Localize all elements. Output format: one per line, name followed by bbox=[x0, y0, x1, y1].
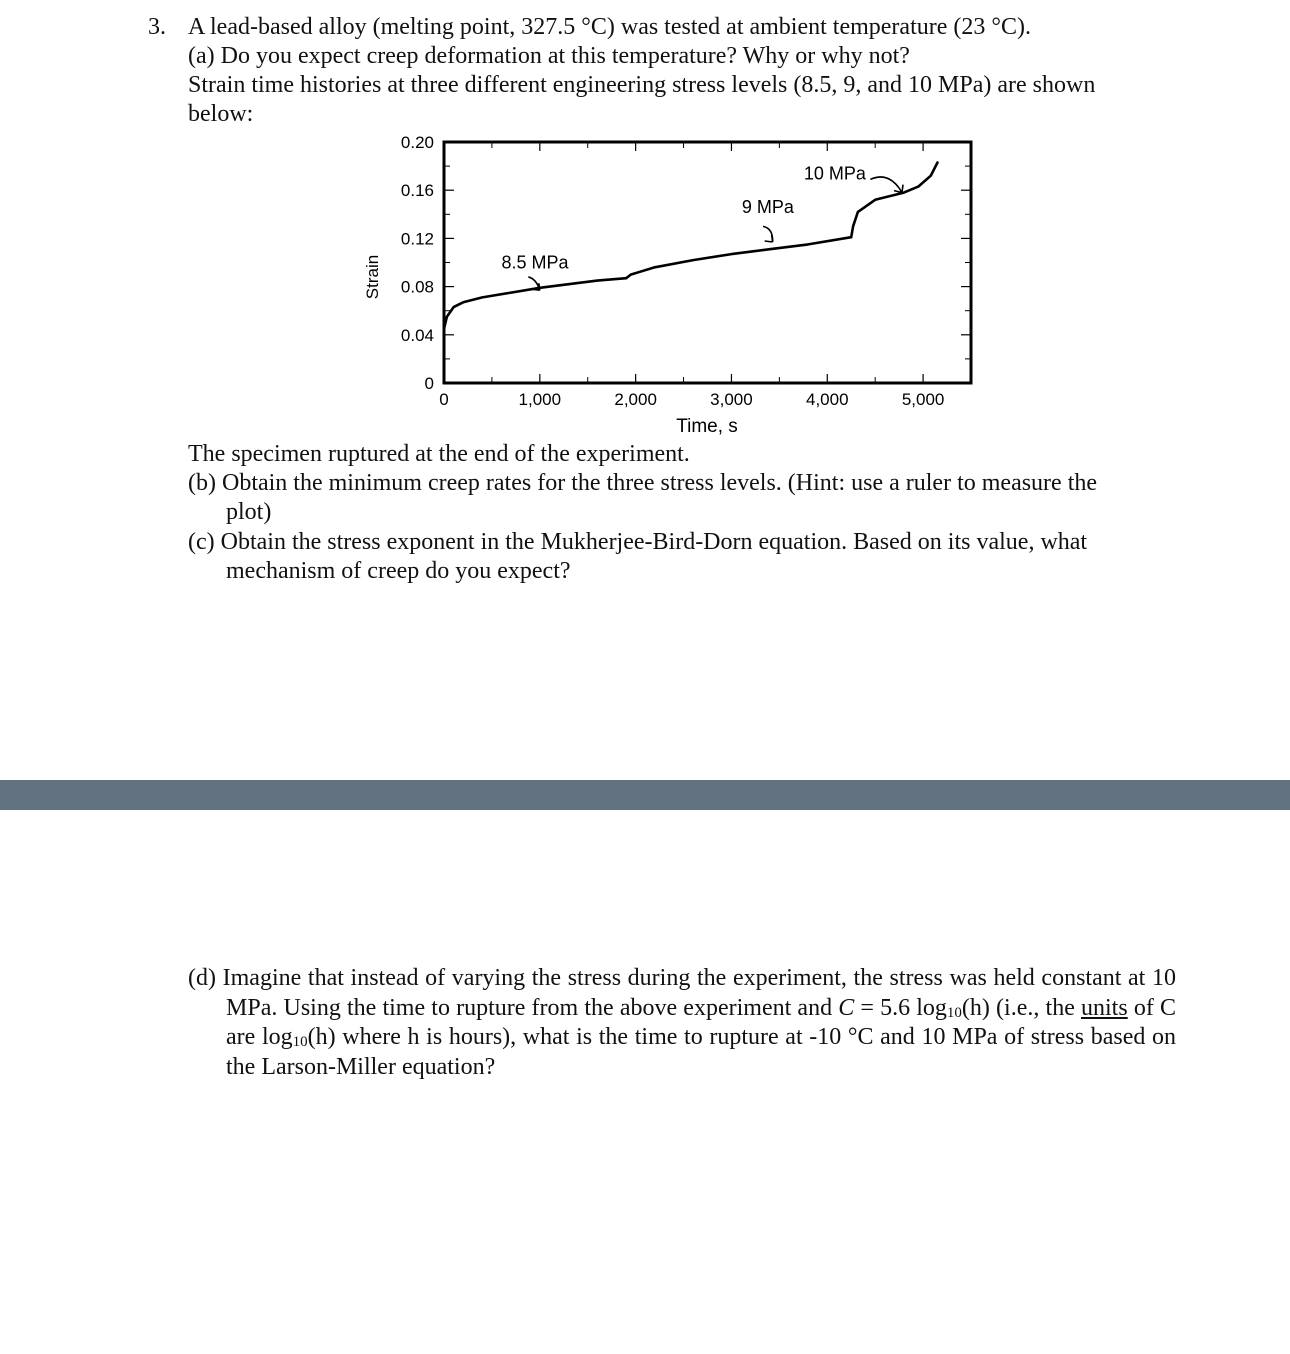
part-b-line-1: (b) Obtain the minimum creep rates for the three stress levels. (Hint: use a ruler to measure the bbox=[188, 470, 1098, 496]
units-word: units bbox=[1081, 994, 1128, 1021]
annotation-arrow bbox=[870, 177, 902, 193]
series-line-9-mpa bbox=[626, 237, 851, 278]
x-tick-label: 3,000 bbox=[710, 390, 753, 409]
x-axis-label: Time, s bbox=[676, 416, 738, 437]
part-d: (d) Imagine that instead of varying the stress during the experiment, the stress was held constant at 10 MPa. Using the time to rupture from the above experiment and C = 5.6 $\log_{10}(h)$ (i.e., the units of C are $\log_{10}(h)$ where h is hours), what is the time to rupture at -10 °C and 10 MPa of stress based on the Larson-Miller equation? bbox=[188, 965, 1177, 1080]
series-line-8-5-mpa bbox=[444, 278, 626, 329]
x-tick-label: 2,000 bbox=[614, 390, 657, 409]
x-tick-label: 5,000 bbox=[901, 390, 945, 409]
series-annotation: 10 MPa bbox=[803, 163, 866, 184]
y-axis-label: Strain bbox=[363, 254, 382, 300]
y-tick-label: 0.08 bbox=[400, 277, 434, 297]
lead-in-line-1: Strain time histories at three different engineering stress levels (8.5, 9, and 10 MPa) are shown bbox=[188, 72, 1096, 98]
annotation-arrow bbox=[765, 235, 773, 242]
y-tick-label: 0.12 bbox=[400, 229, 434, 249]
part-a: (a) Do you expect creep deformation at this temperature? Why or why not? bbox=[188, 43, 910, 69]
y-tick-label: 0.04 bbox=[400, 325, 434, 345]
y-tick-label: 0 bbox=[424, 374, 434, 393]
page-divider bbox=[0, 780, 1290, 810]
creep-strain-chart bbox=[340, 125, 990, 445]
series-annotation: 8.5 MPa bbox=[501, 252, 569, 273]
y-tick-label: 0.20 bbox=[400, 133, 434, 152]
annotation-arrow bbox=[763, 226, 773, 242]
problem-number: 3. bbox=[148, 14, 166, 40]
part-b-line-2: plot) bbox=[226, 499, 272, 525]
part-c-line-2: mechanism of creep do you expect? bbox=[226, 558, 571, 584]
series-annotation: 9 MPa bbox=[741, 197, 794, 218]
after-figure-text: The specimen ruptured at the end of the experiment. bbox=[188, 441, 690, 467]
x-tick-label: 4,000 bbox=[805, 390, 849, 409]
problem-intro: A lead-based alloy (melting point, 327.5 °C) was tested at ambient temperature (23 °C). bbox=[188, 14, 1031, 40]
part-c-line-1: (c) Obtain the stress exponent in the Mukherjee-Bird-Dorn equation. Based on its value, what bbox=[188, 529, 1088, 555]
x-tick-label: 1,000 bbox=[518, 390, 562, 409]
lead-in-line-2: below: bbox=[188, 101, 254, 127]
x-tick-label: 0 bbox=[439, 390, 449, 409]
y-tick-label: 0.16 bbox=[400, 181, 434, 201]
